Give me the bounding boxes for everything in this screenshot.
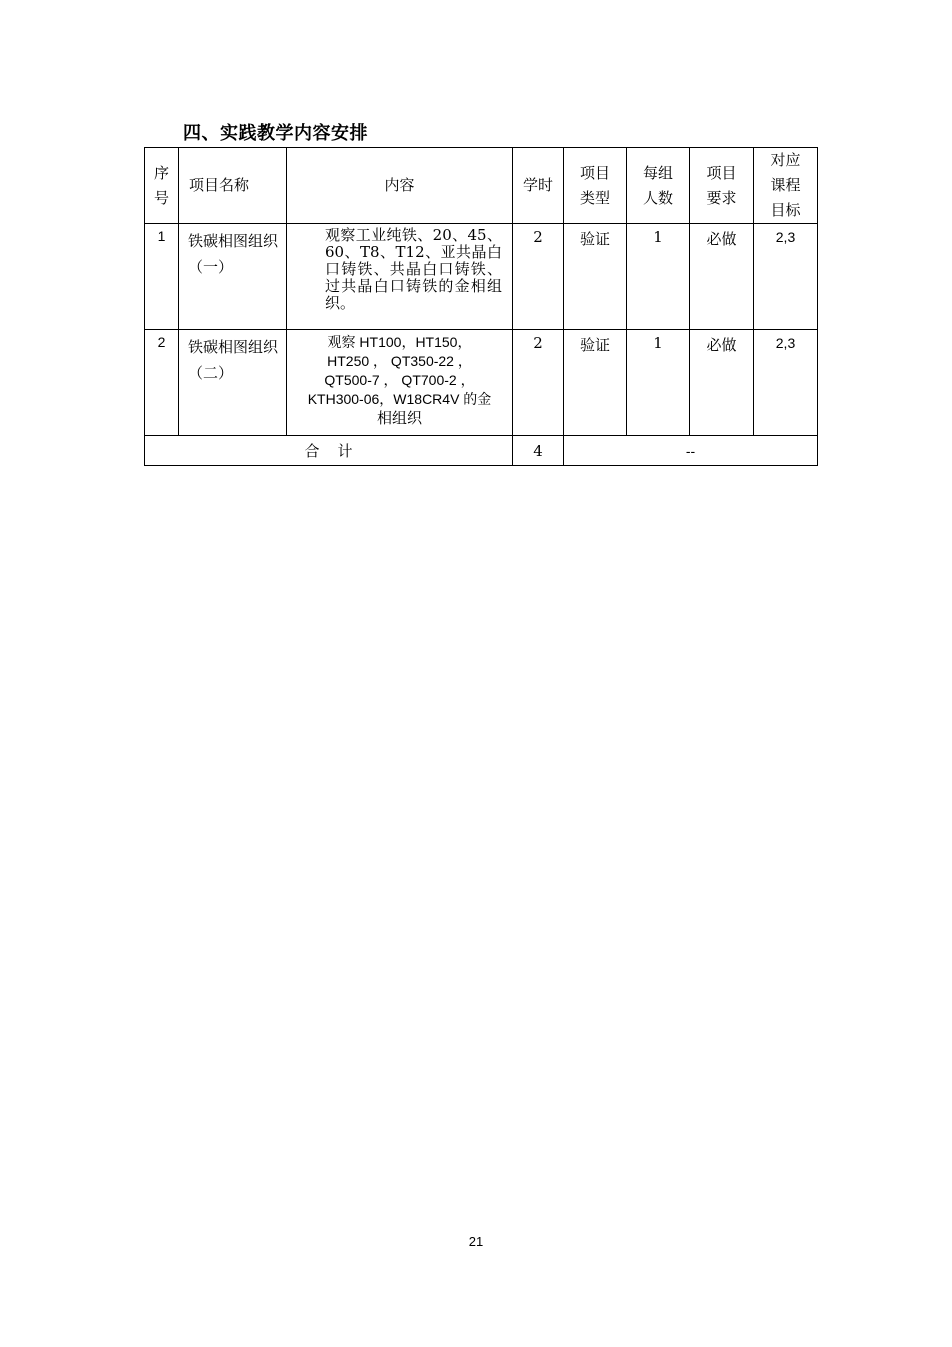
- header-group-size: 每组人数: [627, 148, 690, 224]
- row-hours: 2: [513, 224, 564, 330]
- row-type: 验证: [564, 224, 627, 330]
- section-heading: 四、实践教学内容安排: [183, 123, 368, 144]
- row-content: [287, 330, 513, 436]
- table-row: [145, 330, 818, 436]
- row-group-size: 1: [627, 330, 690, 436]
- content-line: 观察 HT100，HT150，: [327, 334, 472, 350]
- page-number: 21: [468, 1234, 484, 1249]
- total-hours: 4: [513, 436, 564, 466]
- header-hours: 学时: [513, 148, 564, 224]
- row-name: 铁碳相图组织（一）: [179, 224, 287, 330]
- table-total-row: [145, 436, 818, 466]
- content-line: QT500-7 ， QT700-2 ，: [324, 372, 475, 388]
- row-content: 观察工业纯铁、20、45、60、T8、T12、亚共晶白口铸铁、共晶白口铸铁、过共晶白口铸铁的金相组织。: [287, 224, 513, 330]
- row-goal: 2,3: [754, 330, 818, 436]
- row-name: 铁碳相图组织（二）: [179, 330, 287, 436]
- row-goal: 2,3: [754, 224, 818, 330]
- total-label: 合计: [145, 436, 513, 466]
- row-seq: 1: [145, 224, 179, 330]
- row-type: 验证: [564, 330, 627, 436]
- row-seq: 2: [145, 330, 179, 436]
- content-line: HT250 ， QT350-22 ，: [327, 353, 472, 369]
- row-group-size: 1: [627, 224, 690, 330]
- total-rest: --: [564, 436, 818, 466]
- header-name: 项目名称: [179, 148, 287, 224]
- practice-teaching-table: [144, 147, 818, 466]
- row-hours: 2: [513, 330, 564, 436]
- row-requirement: 必做: [690, 330, 754, 436]
- header-content: 内容: [287, 148, 513, 224]
- row-requirement: 必做: [690, 224, 754, 330]
- content-line: KTH300-06，W18CR4V 的金: [307, 391, 492, 407]
- header-type: 项目类型: [564, 148, 627, 224]
- header-requirement: 项目要求: [690, 148, 754, 224]
- table-row: [145, 224, 818, 330]
- header-seq: 序号: [145, 148, 179, 224]
- table-header-row: [145, 148, 818, 224]
- content-line: 相组织: [376, 409, 422, 427]
- header-goal: 对应课程目标: [754, 148, 818, 224]
